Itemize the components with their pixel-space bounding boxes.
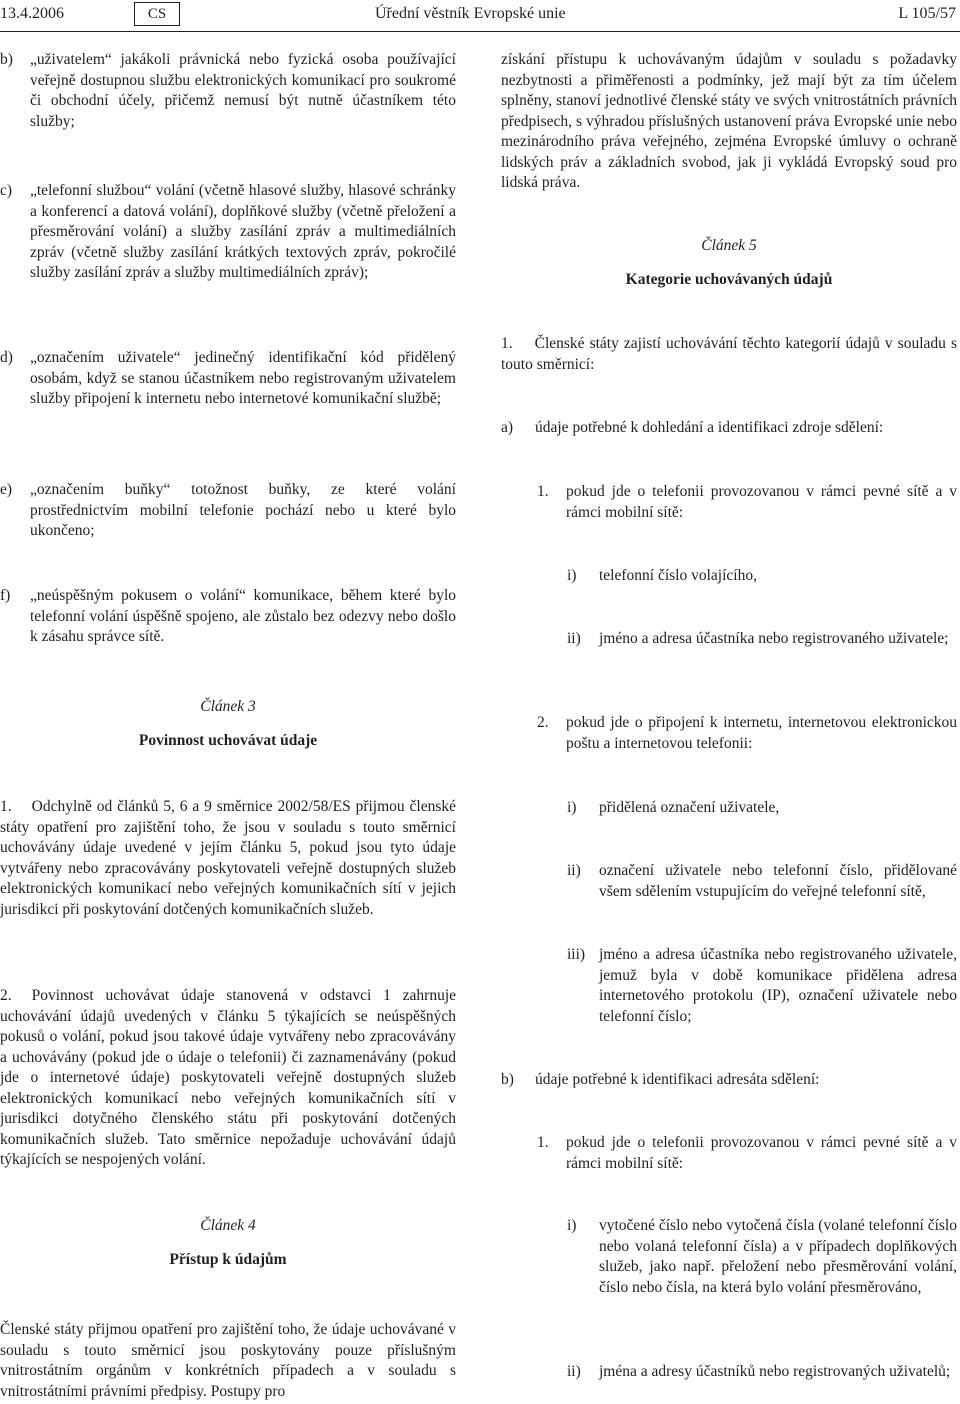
item-text: „označením uživatele“ jedinečný identifikační kód přidělený osobám, když se stanou účastníkem nebo registrovaným uživatelem služby připojení k internetu nebo internetové komunikační službě; xyxy=(30,349,456,407)
category-a-2 xyxy=(501,713,957,755)
category-b xyxy=(501,1070,957,1092)
item-label: 2. xyxy=(537,714,549,731)
paragraph-number: 1. xyxy=(0,798,12,815)
article-3-paragraph-2 xyxy=(0,986,456,1171)
item-label: e) xyxy=(0,481,13,498)
item-label: c) xyxy=(0,182,13,199)
item-label: 1. xyxy=(537,483,549,500)
article-5-number: Článek 5 xyxy=(701,237,757,254)
category-a-1 xyxy=(501,482,957,524)
category-a-1-i xyxy=(501,566,957,588)
item-label: f) xyxy=(0,587,11,604)
category-a-2-ii xyxy=(501,861,957,903)
item-label: d) xyxy=(0,349,13,366)
category-b-1-ii xyxy=(501,1362,957,1404)
paragraph-number: 2. xyxy=(0,987,12,1004)
category-a-2-i xyxy=(501,798,957,820)
category-a xyxy=(501,418,957,440)
article-4-title: Přístup k údajům xyxy=(169,1251,287,1268)
item-label: ii) xyxy=(567,1363,581,1380)
item-text: přidělená označení uživatele, xyxy=(599,799,780,816)
item-text: pokud jde o připojení k internetu, internetovou elektronickou poštu a internetovou telefonii: xyxy=(566,714,957,752)
item-text: pokud jde o telefonii provozovanou v rámci pevné sítě a v rámci mobilní sítě: xyxy=(566,1134,957,1172)
category-b-1 xyxy=(501,1133,957,1175)
item-text: pokud jde o telefonii provozovanou v rámci pevné sítě a v rámci mobilní sítě: xyxy=(566,483,957,521)
category-a-1-ii xyxy=(501,629,957,671)
item-text: telefonní číslo volajícího, xyxy=(599,567,757,584)
paragraph-text: Odchylně od článků 5, 6 a 9 směrnice 2002/58/ES přijmou členské státy opatření pro zajištění toho, že jsou v souladu s touto směrnicí uchovávány údaje uvedené v jejím článku 5, pokud jsou tyto údaje vytvářeny nebo zpracovávány poskytovateli veřejně dostupných služeb elektronických komunikací nebo veřejných komunikačních sítí v jejich jurisdikci při poskytování dotčených komunikačních služeb. xyxy=(0,798,456,918)
article-4-continuation: získání přístupu k uchovávaným údajům v souladu s požadavky nezbytnosti a přiměřenosti a podmínky, jež mají být za tím účelem splněny, stanoví jednotlivé členské státy ve svých vnitrostátních právních předpisech, s výhradou příslušných ustanovení práva Evropské unie nebo mezinárodního práva veřejného, zejména Evropské úmluvy o ochraně lidských práv a základních svobod, jak ji vykládá Evropský soud pro lidská práva. xyxy=(501,51,957,191)
item-text: „neúspěšným pokusem o volání“ komunikace, během které bylo telefonní volání úspěšně spojeno, ale zůstalo bez odezvy nebo došlo k zásahu správce sítě. xyxy=(30,587,456,645)
item-label: i) xyxy=(567,567,577,584)
item-text: jméno a adresa účastníka nebo registrovaného uživatele; xyxy=(599,630,949,647)
category-b-1-i xyxy=(501,1216,957,1318)
article-3-number: Článek 3 xyxy=(200,698,256,715)
paragraph-text: Členské státy zajistí uchovávání těchto kategorií údajů v souladu s touto směrnicí: xyxy=(501,335,957,373)
definition-b xyxy=(0,50,456,132)
item-label: b) xyxy=(501,1071,514,1088)
definition-c xyxy=(0,181,456,304)
article-3-paragraph-1 xyxy=(0,797,456,920)
item-text: „uživatelem“ jakákoli právnická nebo fyzická osoba používající veřejně dostupnou službu elektronických komunikací pro soukromé či obchodní účely, přičemž nemusí být nutně účastníkem této služby; xyxy=(30,51,456,130)
item-label: b) xyxy=(0,51,13,68)
journal-title: Úřední věstník Evropské unie xyxy=(375,5,566,22)
item-label: ii) xyxy=(567,630,581,647)
paragraph-number: 1. xyxy=(501,335,513,352)
item-text: vytočené číslo nebo vytočená čísla (volané telefonní číslo nebo volaná telefonní čísla) a v případech doplňkových služeb, jako např. přeložení nebo přesměrování volání, číslo nebo čísla, na která bylo volání přesměrováno, xyxy=(599,1217,957,1296)
item-text: „označením buňky“ totožnost buňky, ze které volání prostřednictvím mobilní telefonie pochází nebo u které bylo ukončeno; xyxy=(30,481,456,539)
paragraph-text: Povinnost uchovávat údaje stanovená v odstavci 1 zahrnuje uchovávání údajů uvedených v článku 5 týkajících se neúspěšných pokusů o volání, pokud jsou takové údaje vytvářeny nebo zpracovávány a uchovávány (pokud jde o údaje o telefonii) či zaznamenávány (pokud jde o internetové údaje) poskytovateli veřejně dostupných služeb elektronických komunikací nebo veřejných komunikačních sítí v jurisdikci dotyčného členského státu při poskytování dotčených komunikačních služeb. Tato směrnice nepožaduje uchovávání údajů týkajících se nespojených volání. xyxy=(0,987,456,1168)
article-5-title: Kategorie uchovávaných údajů xyxy=(625,271,833,288)
definition-d xyxy=(0,348,456,430)
language-badge: CS xyxy=(134,2,180,26)
publication-date: 13.4.2006 xyxy=(0,5,64,22)
article-4-paragraph: Členské státy přijmou opatření pro zajištění toho, že údaje uchovávané v souladu s touto směrnicí jsou poskytovány pouze příslušným vnitrostátním orgánům v konkrétních případech a v souladu s vnitrostátními právními předpisy. Postupy pro xyxy=(0,1321,456,1400)
item-label: iii) xyxy=(567,946,586,963)
item-text: „telefonní službou“ volání (včetně hlasové služby, hlasové schránky a konferencí a datová volání), doplňkové služby (včetně přeložení a přesměrování volání) a služby zasílání zpráv a multimediálních zpráv (včetně služby zasílání krátkých textových zpráv, pokročilé služby zasílání zpráv a služby multimediálních zpráv); xyxy=(30,182,456,281)
item-text: údaje potřebné k identifikaci adresáta sdělení: xyxy=(535,1071,820,1088)
article-4-number: Článek 4 xyxy=(200,1217,256,1234)
item-label: ii) xyxy=(567,862,581,879)
item-text: označení uživatele nebo telefonní číslo, přidělované všem sdělením vstupujícím do veřejné telefonní sítě, xyxy=(599,862,957,900)
item-label: 1. xyxy=(537,1134,549,1151)
item-label: a) xyxy=(501,419,514,436)
item-label: i) xyxy=(567,1217,577,1234)
item-text: údaje potřebné k dohledání a identifikaci zdroje sdělení: xyxy=(535,419,884,436)
page-number: L 105/57 xyxy=(898,5,956,22)
item-label: i) xyxy=(567,799,577,816)
item-text: jména a adresy účastníků nebo registrovaných uživatelů; xyxy=(599,1363,951,1380)
article-5-paragraph-1 xyxy=(501,334,957,375)
article-3-title: Povinnost uchovávat údaje xyxy=(138,732,318,749)
page-header xyxy=(0,0,960,32)
definition-f xyxy=(0,586,456,648)
definition-e xyxy=(0,480,456,542)
category-a-2-iii xyxy=(501,945,957,1027)
header-rule xyxy=(0,31,960,32)
item-text: jméno a adresa účastníka nebo registrovaného uživatele, jemuž byla v době komunikace přidělena adresa internetového protokolu (IP), označení uživatele nebo telefonní číslo; xyxy=(599,946,957,1025)
